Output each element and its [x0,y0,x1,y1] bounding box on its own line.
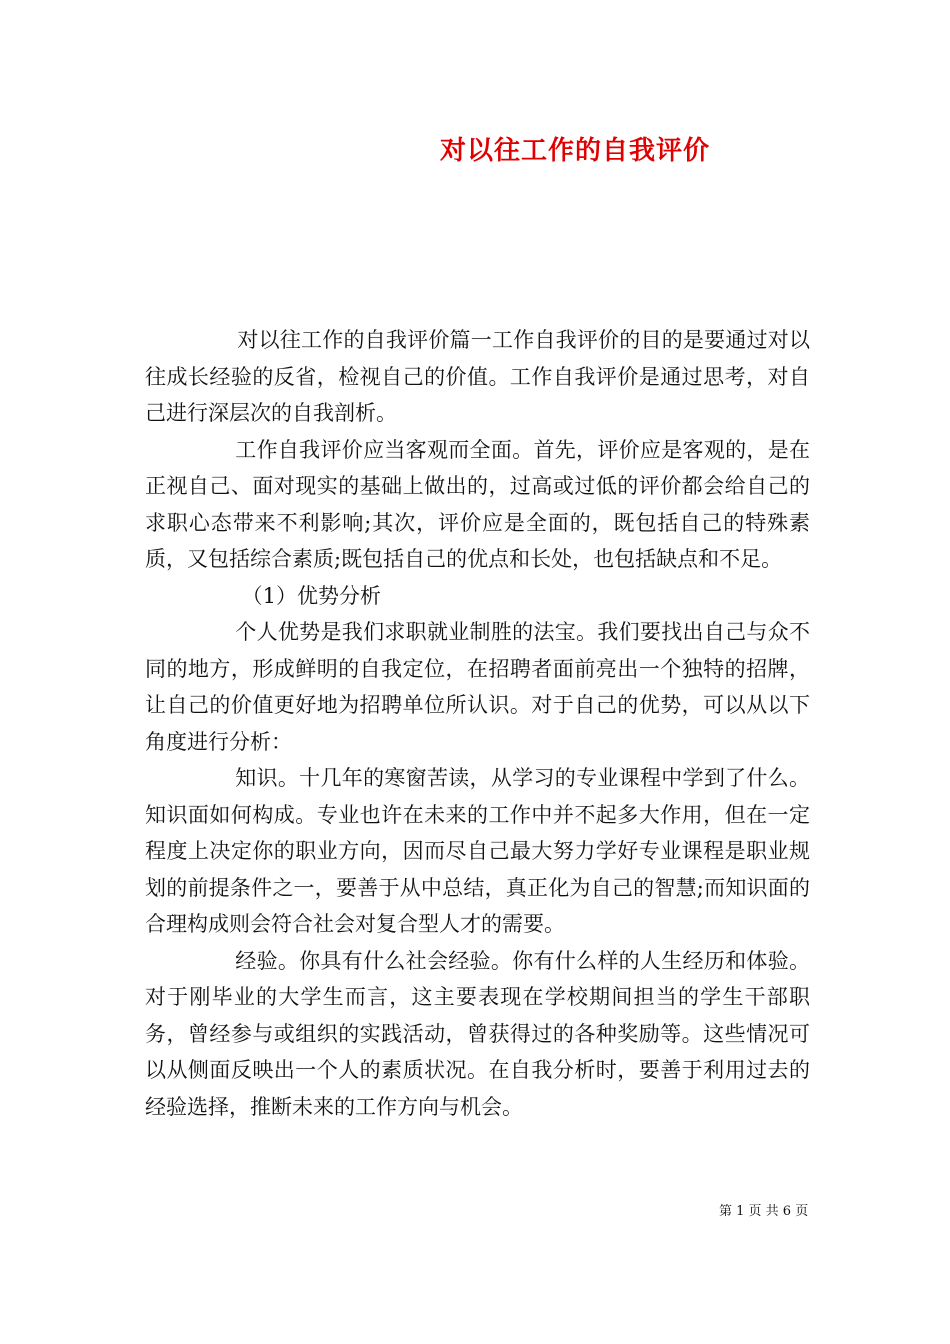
page-title: 对以往工作的自我评价 [439,136,710,166]
paragraph-intro: 对以往工作的自我评价篇一工作自我评价的目的是要通过对以往成长经验的反省，检视自己的价值。工作自我评价是通过思考，对自己进行深层次的自我剖析。 [145,328,810,425]
paragraph-objective-comprehensive: 工作自我评价应当客观而全面。首先，评价应是客观的，是在正视自己、面对现实的基础上做出的，过高或过低的评价都会给自己的求职心态带来不利影响;其次，评价应是全面的，既包括自己的特殊素质，又包括综合素质;既包括自己的优点和长处，也包括缺点和不足。 [145,437,810,571]
paragraph-personal-advantage: 个人优势是我们求职就业制胜的法宝。我们要找出自己与众不同的地方，形成鲜明的自我定位，在招聘者面前亮出一个独特的招牌，让自己的价值更好地为招聘单位所认识。对于自己的优势，可以从以下角度进行分析： [145,620,810,754]
section-heading-advantage-analysis: （1）优势分析 [241,583,381,608]
document-body [145,322,810,1125]
paragraph-experience: 经验。你具有什么社会经验。你有什么样的人生经历和体验。对于刚毕业的大学生而言，这主要表现在学校期间担当的学生干部职务，曾经参与或组织的实践活动，曾获得过的各种奖励等。这些情况可以从侧面反映出一个人的素质状况。在自我分析时，要善于利用过去的经验选择，推断未来的工作方向与机会。 [145,948,810,1119]
paragraph-knowledge: 知识。十几年的寒窗苦读，从学习的专业课程中学到了什么。知识面如何构成。专业也许在未来的工作中并不起多大作用，但在一定程度上决定你的职业方向，因而尽自己最大努力学好专业课程是职业规划的前提条件之一，要善于从中总结，真正化为自己的智慧;而知识面的合理构成则会符合社会对复合型人才的需要。 [145,766,810,936]
page-number-footer: 第 1 页 共 6 页 [719,1204,809,1219]
